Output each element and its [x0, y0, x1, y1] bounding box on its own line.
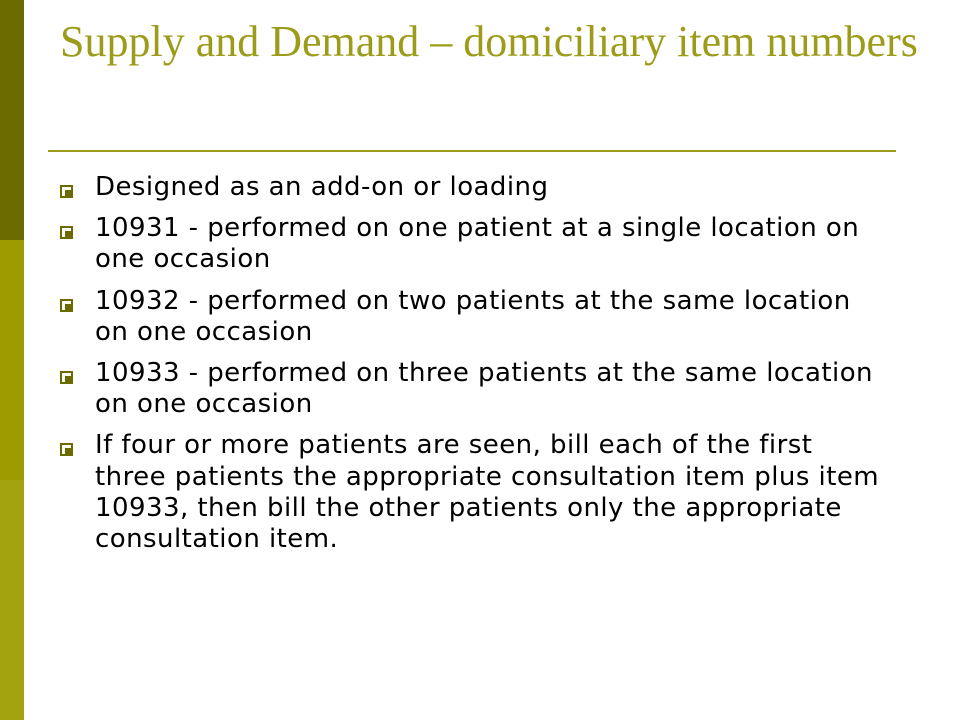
square-bullet-icon — [60, 443, 73, 456]
bullet-item — [60, 358, 890, 420]
bullet-item — [60, 213, 890, 275]
bullet-list — [60, 172, 890, 565]
bullet-item — [60, 286, 890, 348]
sidebar-band-mid — [0, 240, 24, 480]
bullet-item — [60, 430, 890, 555]
square-bullet-icon — [60, 226, 73, 239]
bullet-item — [60, 172, 890, 203]
bullet-text: 10932 - performed on two patients at the same location on one occasion — [95, 285, 851, 347]
sidebar-band-light — [0, 480, 24, 720]
bullet-text: 10933 - performed on three patients at the same location on one occasion — [95, 357, 873, 420]
bullet-text: If four or more patients are seen, bill each of the first three patients the appropriate consultation item plus item 10933, then bill the other patients only the appropriate consultation item. — [95, 430, 880, 554]
square-bullet-icon — [60, 371, 73, 384]
bullet-text: Designed as an add-on or loading — [95, 172, 549, 202]
bullet-text: 10931 - performed on one patient at a single location on one occasion — [95, 213, 860, 275]
sidebar-band-dark — [0, 0, 24, 240]
slide-title: Supply and Demand – domiciliary item numbers — [60, 17, 918, 66]
title-divider — [48, 150, 896, 152]
square-bullet-icon — [60, 299, 73, 312]
square-bullet-icon — [60, 185, 73, 198]
